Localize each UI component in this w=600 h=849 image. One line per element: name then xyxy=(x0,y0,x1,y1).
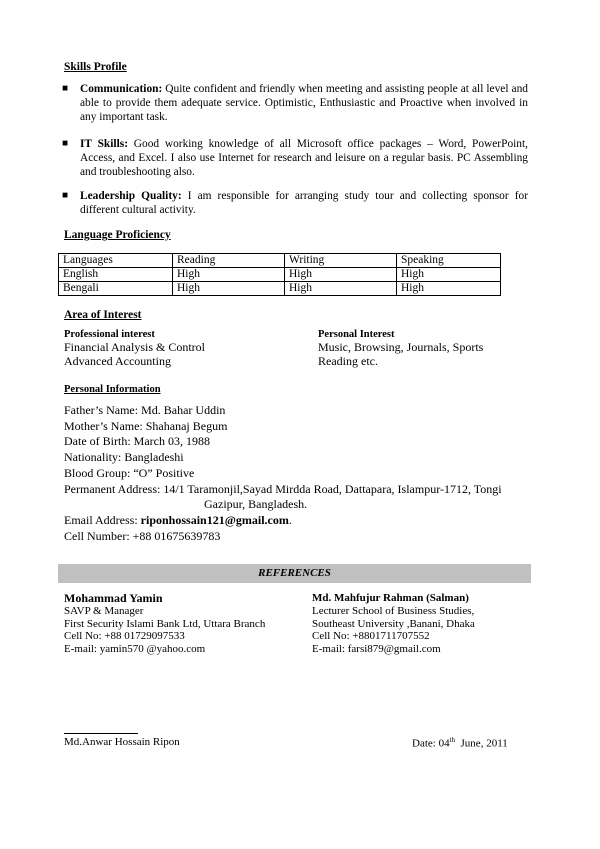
signature-name: Md.Anwar Hossain Ripon xyxy=(64,736,180,748)
table-cell: High xyxy=(397,268,501,282)
language-table xyxy=(58,253,501,296)
reference-line: SAVP & Manager xyxy=(64,604,144,617)
reference-1 xyxy=(64,592,265,656)
skill-leadership xyxy=(62,189,528,217)
email-end: . xyxy=(288,512,292,527)
table-cell: English xyxy=(59,268,173,282)
table-header-cell: Reading xyxy=(173,254,285,268)
date-sup: th xyxy=(449,736,456,744)
table-row xyxy=(59,282,501,296)
skill-label: Communication: xyxy=(80,83,163,95)
reference-line: Cell No: +8801711707552 xyxy=(312,630,430,643)
email-address xyxy=(64,513,534,529)
table-header-row xyxy=(59,254,501,268)
reference-2 xyxy=(312,592,475,656)
personal-interest xyxy=(318,329,483,368)
table-cell: High xyxy=(397,282,501,296)
personal-heading: Personal Information xyxy=(64,384,161,395)
signature-date xyxy=(412,736,508,750)
personal-interest-line: Music, Browsing, Journals, Sports xyxy=(318,340,484,354)
bullet-icon: ■ xyxy=(62,138,69,149)
email-value: riponhossain121@gmail.com xyxy=(140,512,289,527)
nationality: Nationality: Bangladeshi xyxy=(64,450,184,465)
mother-name: Mother’s Name: Shahanaj Begum xyxy=(64,418,228,433)
reference-line: Southeast University ,Banani, Dhaka xyxy=(312,617,475,630)
table-cell: High xyxy=(285,282,397,296)
skill-it xyxy=(62,137,529,179)
table-cell: High xyxy=(173,282,285,296)
reference-line: First Security Islami Bank Ltd, Uttara Branch xyxy=(64,617,266,630)
permanent-address-cont: Gazipur, Bangladesh. xyxy=(204,497,308,512)
interest-heading: Area of Interest xyxy=(64,309,142,321)
reference-line: Lecturer School of Business Studies, xyxy=(312,604,475,617)
cell-number: Cell Number: +88 01675639783 xyxy=(64,528,221,543)
professional-interest-title: Professional interest xyxy=(64,329,155,340)
professional-interest xyxy=(64,329,205,368)
bullet-icon: ■ xyxy=(62,190,69,201)
signature-line xyxy=(64,733,138,734)
skill-text: I am responsible for arranging study tour and collecting sponsor for different cultural activity. xyxy=(80,190,528,216)
skills-heading: Skills Profile xyxy=(64,61,127,73)
table-cell: High xyxy=(285,268,397,282)
references-heading: REFERENCES xyxy=(58,564,531,583)
table-row xyxy=(59,268,501,282)
table-header-cell: Writing xyxy=(285,254,397,268)
date-of-birth: Date of Birth: March 03, 1988 xyxy=(64,434,210,449)
professional-interest-line: Financial Analysis & Control xyxy=(64,340,205,354)
date-prefix: Date: 04 xyxy=(412,737,450,750)
father-name: Father’s Name: Md. Bahar Uddin xyxy=(64,403,226,417)
table-header-cell: Speaking xyxy=(397,254,501,268)
skill-text: Good working knowledge of all Microsoft office packages – Word, PowerPoint, Access, and Excel. I also use Internet for research and leisure on a regular basis. PC Assembling and troubleshooting also. xyxy=(80,138,529,178)
language-heading: Language Proficiency xyxy=(64,229,171,241)
date-suffix: June, 2011 xyxy=(455,737,508,750)
table-cell: Bengali xyxy=(59,282,173,296)
permanent-address: Permanent Address: 14/1 Taramonjil,Sayad Mirdda Road, Dattapara, Islampur-1712, Tongi xyxy=(64,481,502,496)
skill-communication xyxy=(62,82,528,124)
reference-name: Mohammad Yamin xyxy=(64,591,163,605)
table-header-cell: Languages xyxy=(59,254,173,268)
personal-info xyxy=(64,403,534,544)
table-cell: High xyxy=(173,268,285,282)
bullet-icon: ■ xyxy=(62,83,69,94)
professional-interest-line: Advanced Accounting xyxy=(64,354,171,368)
reference-line: E-mail: farsi879@gmail.com xyxy=(312,643,441,656)
blood-group: Blood Group: “O” Positive xyxy=(64,465,195,480)
reference-line: Cell No: +88 01729097533 xyxy=(64,630,185,643)
reference-line: E-mail: yamin570 @yahoo.com xyxy=(64,643,206,656)
reference-name: Md. Mahfujur Rahman (Salman) xyxy=(312,592,469,604)
skill-text: Quite confident and friendly when meeting and assisting people at all level and able to provide them adequate service. Optimistic, Enthusiastic and Proactive when involved in any important task. xyxy=(80,83,528,123)
skill-label: IT Skills: xyxy=(80,138,128,150)
skill-label: Leadership Quality: xyxy=(80,190,182,202)
personal-interest-title: Personal Interest xyxy=(318,329,395,340)
email-label: Email Address: xyxy=(64,512,141,527)
personal-interest-line: Reading etc. xyxy=(318,354,378,368)
